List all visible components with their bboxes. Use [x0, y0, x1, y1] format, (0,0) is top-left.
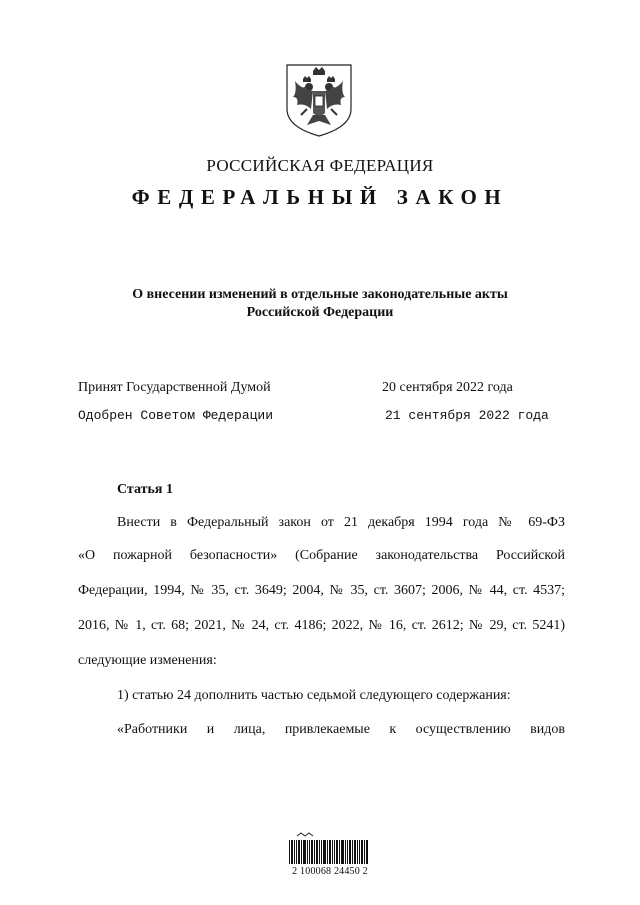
- article-text-line: Федерации, 1994, № 35, ст. 3649; 2004, № 35, ст. 3607; 2006, № 44, ст. 4537;: [78, 583, 565, 598]
- law-title-line: О внесении изменений в отдельные законодательные акты: [132, 287, 508, 302]
- barcode-number: 2 100068 24450 2: [292, 866, 368, 877]
- duma-adoption-label: Принят Государственной Думой: [78, 380, 271, 395]
- article-text-line: Внести в Федеральный закон от 21 декабря 1994 года № 69-ФЗ: [117, 515, 565, 530]
- law-title: [60, 286, 580, 322]
- duma-adoption-date: 20 сентября 2022 года: [382, 380, 513, 395]
- law-title-line: Российской Федерации: [246, 305, 394, 320]
- article-text-line: 2016, № 1, ст. 68; 2021, № 24, ст. 4186; 2022, № 16, ст. 2612; № 29, ст. 5241): [78, 618, 565, 633]
- double-headed-eagle-icon: [283, 63, 355, 138]
- law-type-heading: ФЕДЕРАЛЬНЫЙ ЗАКОН: [131, 185, 509, 209]
- article-heading: Статья 1: [117, 482, 173, 497]
- article-text-line: «Работники и лица, привлекаемые к осуществлению видов: [117, 722, 565, 737]
- article-text-line: следующие изменения:: [78, 653, 217, 668]
- barcode-icon: [289, 830, 369, 866]
- council-approval-label: Одобрен Советом Федерации: [78, 408, 274, 423]
- article-text-line: «О пожарной безопасности» (Собрание законодательства Российской: [78, 548, 565, 563]
- article-text-line: 1) статью 24 дополнить частью седьмой следующего содержания:: [117, 688, 511, 703]
- council-approval-date: 21 сентября 2022 года: [385, 408, 549, 423]
- coat-of-arms-emblem: [283, 63, 355, 138]
- country-heading: РОССИЙСКАЯ ФЕДЕРАЦИЯ: [206, 156, 434, 175]
